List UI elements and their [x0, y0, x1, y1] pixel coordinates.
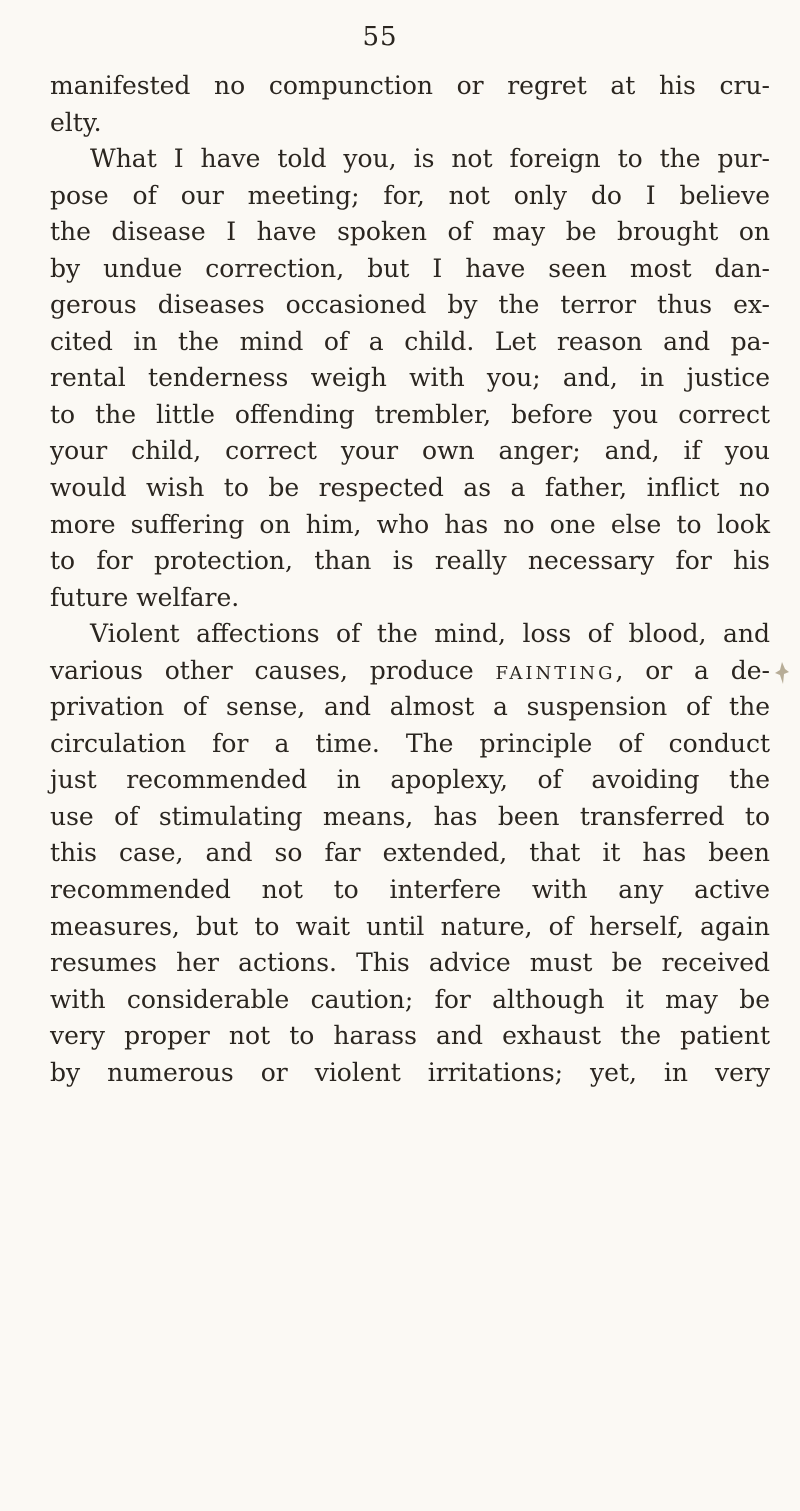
text-line: would wish to be respected as a father, inflict no	[50, 473, 770, 503]
smallcaps-term: fainting	[495, 655, 616, 685]
text-line: use of stimulating means, has been transferred to	[50, 801, 770, 831]
text-line: to for protection, than is really necessary for his	[50, 546, 770, 576]
text-line: circulation for a time. The principle of conduct	[50, 728, 770, 758]
text-line: recommended not to interfere with any active	[50, 875, 770, 905]
text-line: elty.	[50, 107, 102, 137]
text-line: your child, correct your own anger; and, if you	[50, 436, 770, 466]
page-number: 55	[362, 22, 398, 52]
text-line: more suffering on him, who has no one else to look	[50, 509, 770, 539]
text-line: very proper not to harass and exhaust the patient	[50, 1021, 770, 1051]
text-line-with-smallcaps	[50, 653, 770, 690]
text-line: by undue correction, but I have seen most dan-	[50, 253, 770, 283]
text-line: just recommended in apoplexy, of avoiding the	[50, 765, 770, 795]
text-line: gerous diseases occasioned by the terror thus ex-	[50, 290, 770, 320]
text-line: by numerous or violent irritations; yet, in very	[50, 1057, 770, 1087]
text-line: to the little offending trembler, before you correct	[50, 399, 770, 429]
text-line: resumes her actions. This advice must be received	[50, 948, 770, 978]
margin-mark-icon	[774, 660, 790, 686]
text-segment: various other causes, produce	[50, 655, 496, 685]
text-line: the disease I have spoken of may be brought on	[50, 217, 770, 247]
text-line: future welfare.	[50, 582, 240, 612]
text-line: rental tenderness weigh with you; and, in justice	[50, 363, 770, 393]
text-line: privation of sense, and almost a suspension of the	[50, 692, 770, 722]
text-line: pose of our meeting; for, not only do I believe	[50, 180, 770, 210]
text-line: Violent affections of the mind, loss of blood, and	[90, 619, 770, 649]
body-text	[50, 68, 770, 1091]
text-line: cited in the mind of a child. Let reason and pa-	[50, 326, 770, 356]
text-line: with considerable caution; for although it may be	[50, 984, 770, 1014]
text-line: measures, but to wait until nature, of herself, again	[50, 911, 770, 941]
text-segment: , or a de-	[615, 655, 770, 685]
text-line: What I have told you, is not foreign to the pur-	[90, 144, 770, 174]
text-line: manifested no compunction or regret at his cru-	[50, 71, 770, 100]
text-line: this case, and so far extended, that it has been	[50, 838, 770, 868]
